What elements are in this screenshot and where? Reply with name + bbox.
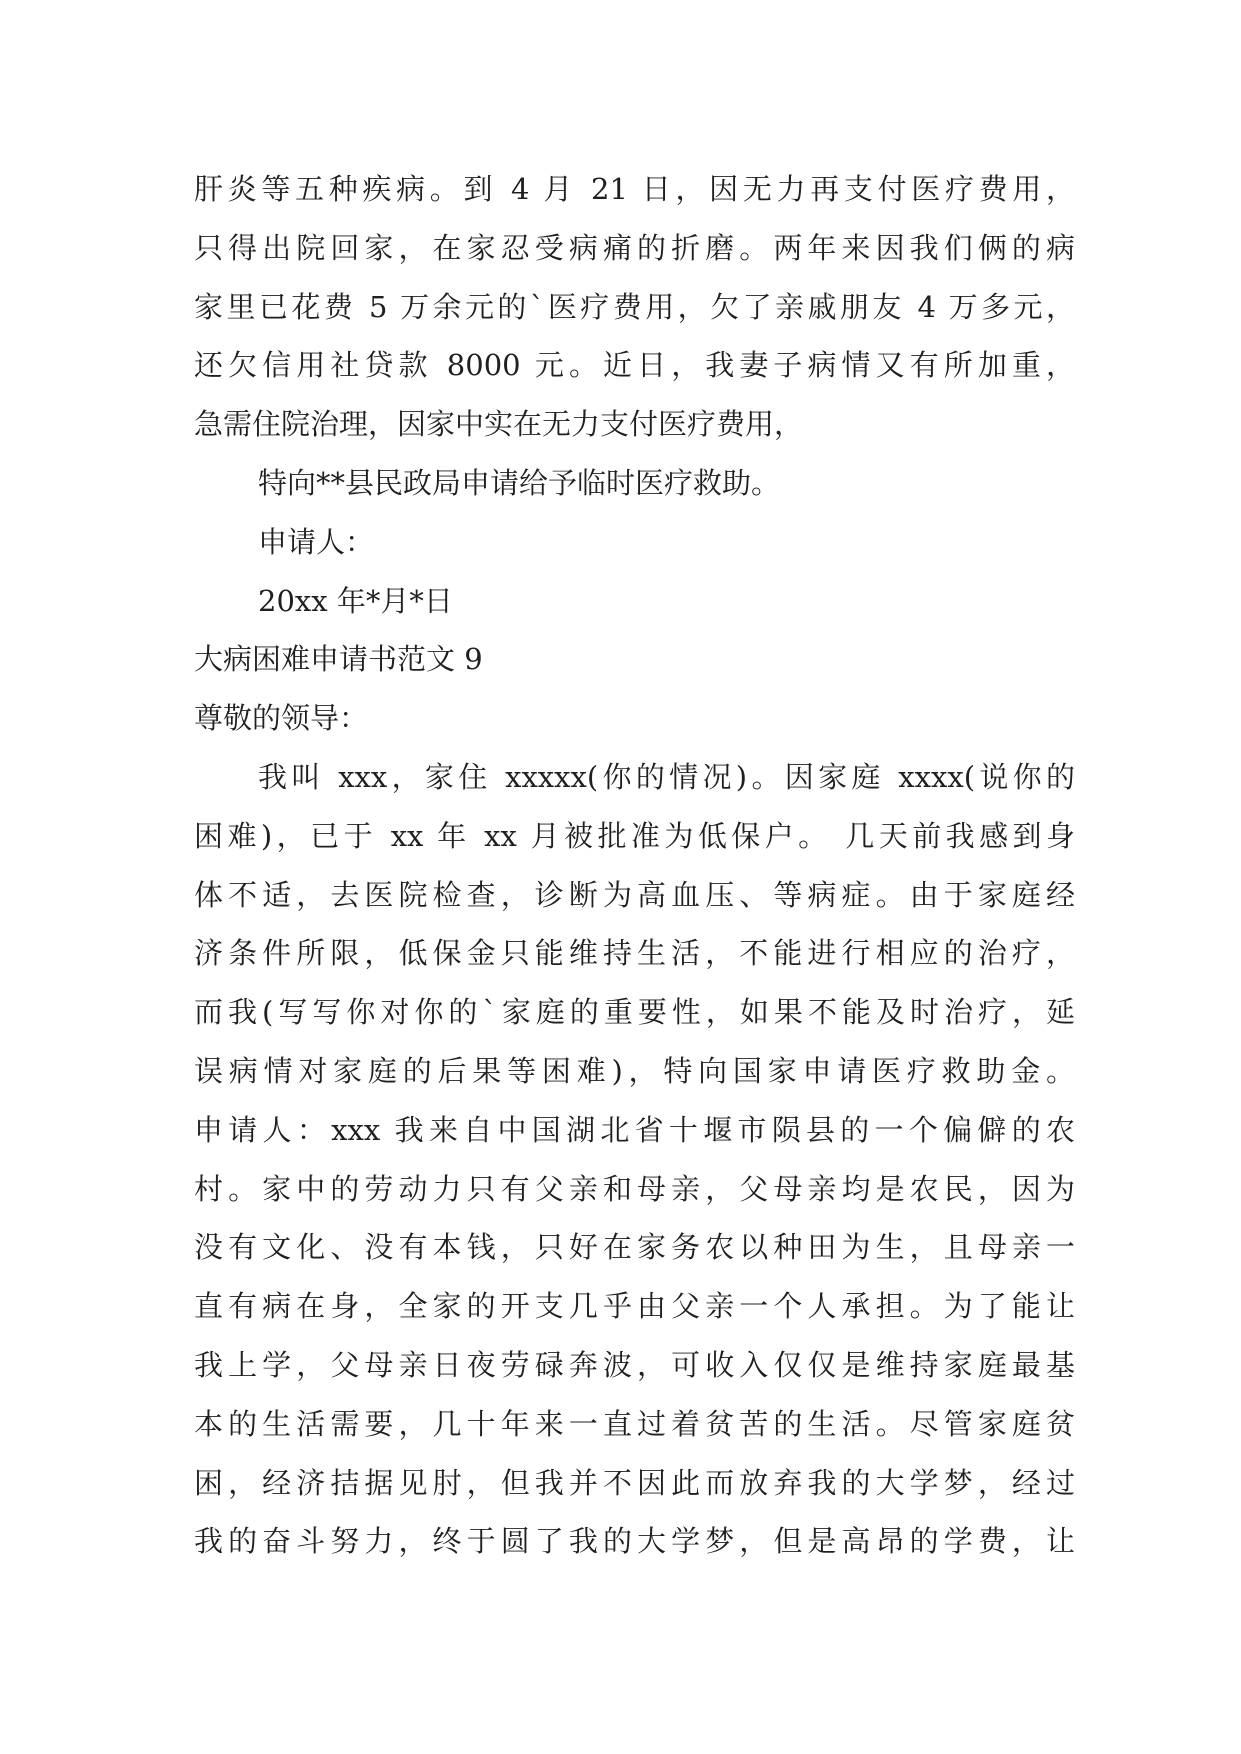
text-line: 误病情对家庭的后果等困难)，特向国家申请医疗救助金。 xyxy=(194,1053,1075,1088)
text-line: 急需住院治理，因家中实在无力支付医疗费用， xyxy=(194,407,804,442)
salutation: 尊敬的领导： xyxy=(194,701,369,736)
text-line: 我的奋斗努力，终于圆了我的大学梦，但是高昂的学费，让 xyxy=(194,1524,1075,1559)
text-line: 家里已花费 5 万余元的`医疗费用，欠了亲戚朋友 4 万多元， xyxy=(194,289,1075,324)
text-line: 还欠信用社贷款 8000 元。近日，我妻子病情又有所加重， xyxy=(194,348,1075,383)
document-body xyxy=(194,160,1075,1571)
text-line: 只得出院回家，在家忍受病痛的折磨。两年来因我们俩的病 xyxy=(194,230,1075,265)
text-line: 村。家中的劳动力只有父亲和母亲，父母亲均是农民，因为 xyxy=(194,1171,1075,1206)
text-line: 济条件所限，低保金只能维持生活，不能进行相应的治疗， xyxy=(194,936,1075,971)
text-line: 而我(写写你对你的`家庭的重要性，如果不能及时治疗，延 xyxy=(194,995,1075,1030)
text-line: 我叫 xxx，家住 xxxxx(你的情况)。因家庭 xxxx(说你的 xyxy=(258,759,1075,794)
applicant-label: 申请人： xyxy=(258,524,375,559)
text-line: 体不适，去医院检查，诊断为高血压、等病症。由于家庭经 xyxy=(194,877,1075,912)
text-line: 直有病在身，全家的开支几乎由父亲一个人承担。为了能让 xyxy=(194,1289,1075,1324)
text-line: 肝炎等五种疾病。到 4 月 21 日，因无力再支付医疗费用， xyxy=(194,172,1075,206)
text-line: 我上学，父母亲日夜劳碌奔波，可收入仅仅是维持家庭最基 xyxy=(194,1347,1075,1382)
text-line: 困难)，已于 xx 年 xx 月被批准为低保户。 几天前我感到身 xyxy=(194,818,1075,853)
text-line: 困，经济拮据见肘，但我并不因此而放弃我的大学梦，经过 xyxy=(194,1465,1075,1500)
request-statement: 特向**县民政局申请给予临时医疗救助。 xyxy=(258,465,781,500)
section-heading: 大病困难申请书范文 9 xyxy=(194,642,483,677)
text-line: 申请人：xxx 我来自中国湖北省十堰市陨县的一个偏僻的农 xyxy=(194,1112,1075,1147)
text-line: 没有文化、没有本钱，只好在家务农以种田为生，且母亲一 xyxy=(194,1230,1075,1265)
date-line: 20xx 年*月*日 xyxy=(258,583,453,618)
text-line: 本的生活需要，几十年来一直过着贫苦的生活。尽管家庭贫 xyxy=(194,1406,1075,1441)
